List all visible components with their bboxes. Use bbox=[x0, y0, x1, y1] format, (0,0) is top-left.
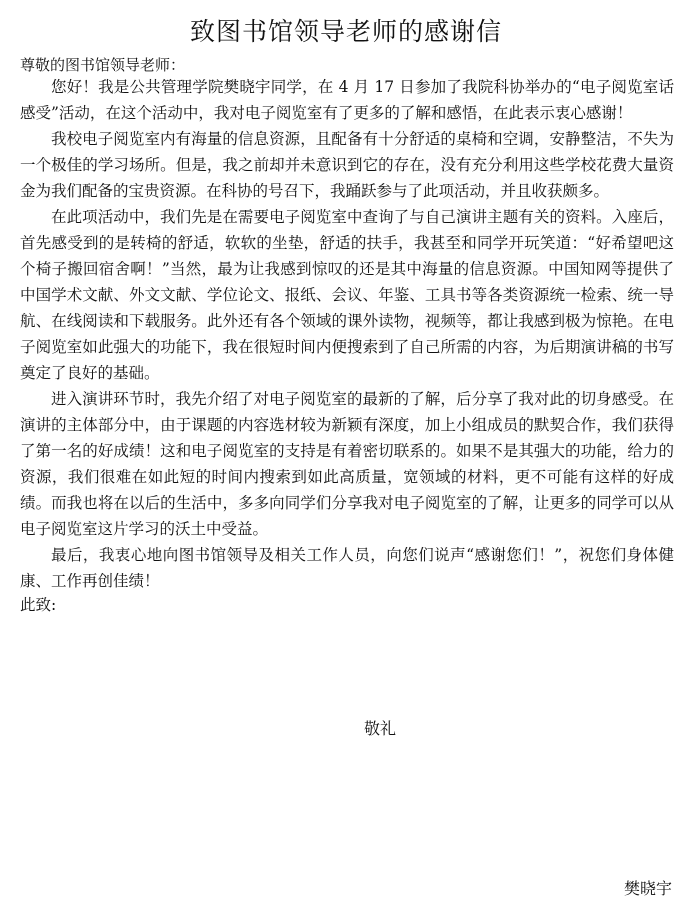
paragraph-speech: 进入演讲环节时，我先介绍了对电子阅览室的最新的了解，后分享了我对此的切身感受。在演讲的主体部分中，由于课题的内容选材较为新颖有深度，加上小组成员的默契合作，我们获得了第一名的好成绩！这和电子阅览室的支持是有着密切联系的。如果不是其强大的功能，给力的资源，我们很难在如此短的时间内搜索到如此高质量，宽领域的材料，更不可能有这样的好成绩。而我也将在以后的生活中，多多向同学们分享我对电子阅览室的了解，让更多的同学可以从电子阅览室这片学习的沃土中受益。 bbox=[20, 390, 674, 538]
regards: 敬礼 bbox=[363, 719, 396, 738]
salutation: 尊敬的图书馆领导老师： bbox=[20, 56, 186, 74]
signature: 樊晓宇 bbox=[623, 879, 672, 898]
letter-title: 致图书馆领导老师的感谢信 bbox=[189, 17, 502, 46]
paragraph-reading-room-intro: 我校电子阅览室内有海量的信息资源，且配备有十分舒适的桌椅和空调，安静整洁，不失为一个极佳的学习场所。但是，我之前却并未意识到它的存在，没有充分利用这些学校花费大量资金为我们配备的宝贵资源。在科协的号召下，我踊跃参与了此项活动，并且收获颇多。 bbox=[20, 130, 674, 200]
paragraph-activity: 在此项活动中，我们先是在需要电子阅览室中查询了与自己演讲主题有关的资料。入座后，首先感受到的是转椅的舒适，软软的坐垫，舒适的扶手，我甚至和同学开玩笑道：“好希望吧这个椅子搬回宿舍啊！”当然，最为让我感到惊叹的还是其中海量的信息资源。中国知网等提供了中国学术文献、外文文献、学位论文、报纸、会议、年鉴、工具书等各类资源统一检索、统一导航、在线阅读和下载服务。此外还有各个领域的课外读物，视频等，都让我感到极为惊艳。在电子阅览室如此强大的功能下，我在很短时间内便搜索到了自己所需的内容，为后期演讲稿的书写奠定了良好的基础。 bbox=[20, 208, 674, 382]
paragraph-thanks: 最后，我衷心地向图书馆领导及相关工作人员，向您们说声“感谢您们！”，祝您们身体健康、工作再创佳绩！ bbox=[20, 546, 674, 590]
paragraph-greeting: 您好！我是公共管理学院樊晓宇同学，在 4 月 17 日参加了我院科协举办的“电子阅览室话感受”活动，在这个活动中，我对电子阅览室有了更多的了解和感悟，在此表示衷心感谢！ bbox=[20, 78, 674, 122]
letter-body bbox=[20, 74, 674, 616]
closing-line: 此致: bbox=[20, 596, 57, 614]
